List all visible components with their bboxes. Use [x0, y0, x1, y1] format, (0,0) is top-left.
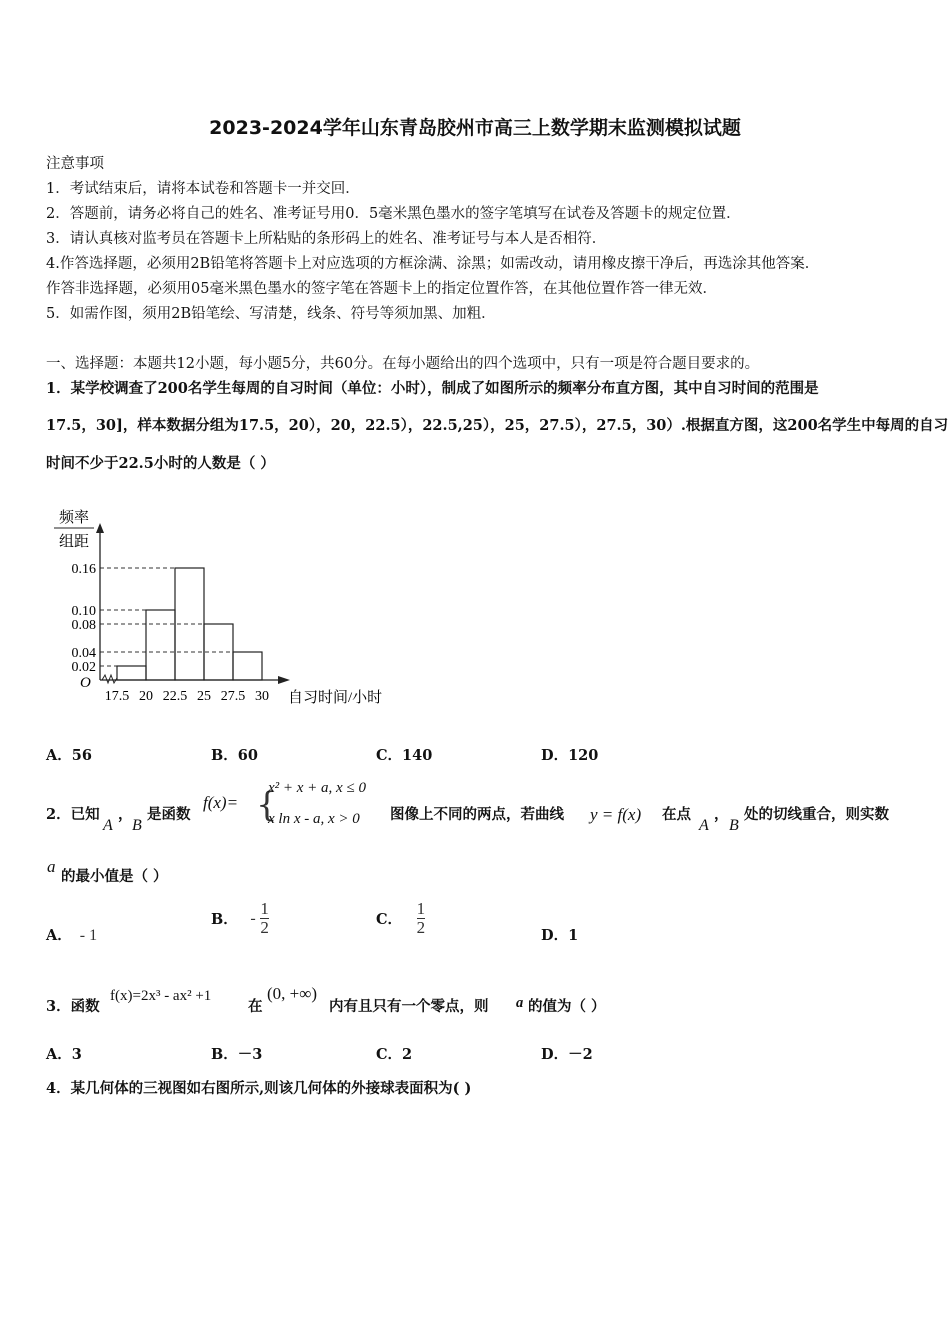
q2-line-2: 的最小值是（ ） — [61, 868, 168, 885]
q1-option-c[interactable]: C．140 — [376, 747, 433, 764]
y-axis-arrow — [96, 523, 104, 533]
q2-option-d[interactable]: D．1 — [541, 927, 579, 944]
q2-brace: { — [256, 785, 278, 825]
q3-option-d[interactable]: D．－2 — [541, 1046, 593, 1063]
q3-option-b[interactable]: B．－3 — [211, 1046, 263, 1063]
histogram-chart — [40, 500, 420, 720]
q2-fx: f(x)= — [203, 793, 239, 812]
q1-option-b[interactable]: B．60 — [211, 747, 258, 764]
x-axis-label: 自习时间/小时 — [288, 690, 383, 706]
q2-prefix: 2．已知 — [46, 806, 100, 823]
notice-item: 5．如需作图，须用2B铅笔绘、写清楚，线条、符号等须加黑、加粗． — [46, 306, 496, 322]
q2-case-1: x² + x + a, x ≤ 0 — [268, 780, 366, 796]
section-heading: 一、选择题：本题共12小题，每小题5分，共60分。在每小题给出的四个选项中，只有一项是符合题目要求的。 — [46, 356, 760, 372]
x-tick-label: 27.5 — [220, 689, 246, 704]
q2-comma: ， — [118, 806, 133, 823]
q3-option-a[interactable]: A．3 — [46, 1046, 82, 1063]
q2-curve: y = f(x) — [590, 805, 642, 824]
q4-text: 4．某几何体的三视图如右图所示,则该几何体的外接球表面积为( ) — [46, 1080, 472, 1097]
y-tick-label: 0.10 — [71, 604, 96, 619]
q2-option-a[interactable]: A． - 1 — [46, 927, 98, 944]
y-tick-label: 0.04 — [71, 646, 96, 661]
y-tick-label: 0.08 — [71, 618, 96, 633]
q2-point-a: A — [103, 817, 113, 834]
q3-interval: (0, +∞) — [267, 984, 318, 1003]
q3-formula: f(x)=2x³ - ax² +1 — [110, 988, 212, 1004]
q3-zai: 在 — [248, 998, 263, 1015]
notice-item: 1．考试结束后，请将本试卷和答题卡一并交回． — [46, 181, 360, 197]
notice-item: 3．请认真核对监考员在答题卡上所粘贴的条形码上的姓名、准考证号与本人是否相符． — [46, 231, 607, 247]
q2-mid-text: 图像上不同的两点，若曲线 — [390, 806, 564, 823]
x-tick-label: 20 — [139, 689, 153, 704]
q3-tail: 内有且只有一个零点，则 — [329, 998, 489, 1015]
x-tick-label: 30 — [255, 689, 269, 704]
q2-point-b: B — [729, 817, 739, 834]
q2-point-b: B — [132, 817, 142, 834]
histogram-bar — [233, 652, 262, 680]
y-axis-label-top: 频率 — [58, 510, 90, 526]
q2-comma: ， — [714, 806, 729, 823]
y-axis-label-bottom: 组距 — [58, 534, 90, 550]
q3-var-a: a — [516, 995, 524, 1011]
q1-text-line: 时间不少于22.5小时的人数是（ ） — [46, 455, 275, 472]
q1-text-line: 17.5，30]，样本数据分组为17.5，20），20，22.5），22.5,25），25，27.5），27.5，30）.根据直方图，这200名学生中每周的自习 — [46, 417, 949, 434]
q2-option-b[interactable]: B． - $\frac{1}{2}$ — [211, 899, 269, 937]
x-axis-arrow — [278, 676, 290, 684]
q1-option-d[interactable]: D．120 — [541, 747, 599, 764]
q1-option-a[interactable]: A．56 — [46, 747, 92, 764]
notice-item: 作答非选择题，必须用05毫米黑色墨水的签字笔在答题卡上的指定位置作答，在其他位置作答一律无效． — [46, 281, 717, 297]
histogram-bar — [117, 666, 146, 680]
q2-at-point: 在点 — [662, 806, 691, 823]
notice-item: 4.作答选择题，必须用2B铅笔将答题卡上对应选项的方框涂满、涂黑；如需改动，请用橡皮擦干净后，再选涂其他答案． — [46, 256, 820, 272]
y-tick-label: 0.16 — [71, 562, 96, 577]
page-title: 2023-2024学年山东青岛胶州市高三上数学期末监测模拟试题 — [209, 117, 741, 139]
q2-is-function: 是函数 — [147, 806, 191, 823]
q2-option-c[interactable]: C． $\frac{1}{2}$ — [376, 899, 426, 937]
q3-option-c[interactable]: C．2 — [376, 1046, 413, 1063]
q2-var-a: a — [47, 857, 56, 876]
notice-heading: 注意事项 — [46, 156, 104, 172]
axis-break — [102, 675, 117, 683]
q3-tail-2: 的值为（ ） — [528, 998, 606, 1015]
x-tick-label: 17.5 — [104, 689, 130, 704]
x-tick-label: 25 — [197, 689, 211, 704]
y-tick-label: 0.02 — [71, 660, 96, 675]
q2-tail: 处的切线重合，则实数 — [744, 806, 889, 823]
q2-case-2: x ln x - a, x > 0 — [268, 811, 360, 827]
notice-item: 2．答题前，请务必将自己的姓名、准考证号用0．5毫米黑色墨水的签字笔填写在试卷及答题卡的规定位置． — [46, 206, 741, 222]
q1-text-line: 1．某学校调查了200名学生每周的自习时间（单位：小时），制成了如图所示的频率分布直方图，其中自习时间的范围是 — [46, 380, 819, 397]
origin-label: O — [80, 675, 91, 691]
histogram-bar — [146, 610, 175, 680]
q3-prefix: 3．函数 — [46, 998, 100, 1015]
x-tick-label: 22.5 — [162, 689, 188, 704]
q2-point-a: A — [699, 817, 709, 834]
